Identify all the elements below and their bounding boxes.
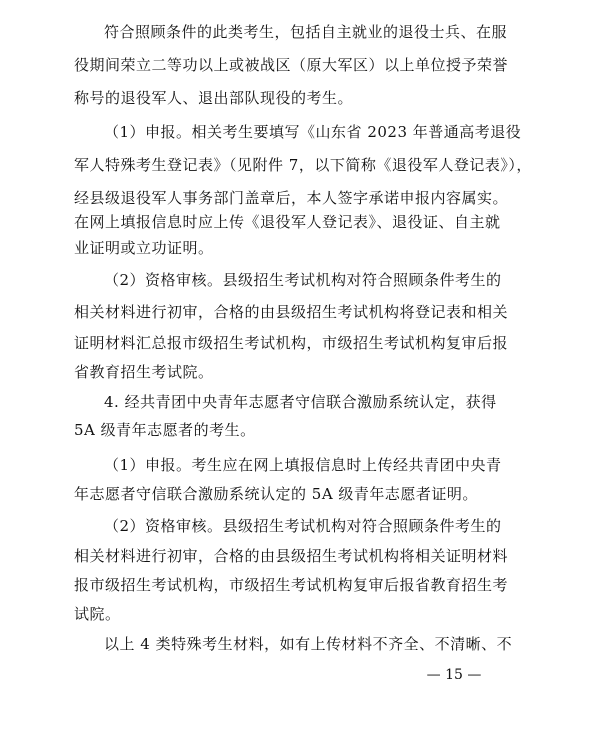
paragraph-line: 役期间荣立二等功以上或被战区（原大军区）以上单位授予荣誉 <box>74 56 509 74</box>
paragraph-line: 经县级退役军人事务部门盖章后，本人签字承诺申报内容属实。 <box>74 189 509 207</box>
paragraph-line: 报市级招生考试机构，市级招生考试机构复审后报省教育招生考 <box>74 576 509 594</box>
paragraph-line: 年志愿者守信联合激励系统认定的 5A 级青年志愿者证明。 <box>74 485 478 503</box>
paragraph-line: 相关材料进行初审，合格的由县级招生考试机构将相关证明材料 <box>74 547 509 565</box>
paragraph-line: 军人特殊考生登记表》（见附件 7，以下简称《退役军人登记表》）， <box>74 156 532 174</box>
paragraph-line: 省教育招生考试院。 <box>74 363 214 381</box>
paragraph-line: （1）申报。相关考生要填写《山东省 2023 年普通高考退役 <box>104 123 522 141</box>
paragraph-line: 试院。 <box>74 605 121 623</box>
page-number: — 15 — <box>426 667 482 683</box>
paragraph-line: （1）申报。考生应在网上填报信息时上传经共青团中央青 <box>104 456 502 474</box>
paragraph-line: （2）资格审核。县级招生考试机构对符合照顾条件考生的 <box>104 271 502 289</box>
paragraph-line: 以上 4 类特殊考生材料，如有上传材料不齐全、不清晰、不 <box>104 635 513 653</box>
paragraph-line: 5A 级青年志愿者的考生。 <box>74 421 256 439</box>
paragraph-line: 在网上填报信息时应上传《退役军人登记表》、退役证、自主就 <box>74 213 501 231</box>
paragraph-line: 符合照顾条件的此类考生，包括自主就业的退役士兵、在服 <box>104 23 508 41</box>
paragraph-line: （2）资格审核。县级招生考试机构对符合照顾条件考生的 <box>104 517 502 535</box>
heading-item-4: 4. 经共青团中央青年志愿者守信联合激励系统认定，获得 <box>104 393 497 411</box>
paragraph-line: 业证明或立功证明。 <box>74 239 214 257</box>
paragraph-line: 证明材料汇总报市级招生考试机构，市级招生考试机构复审后报 <box>74 334 509 352</box>
paragraph-line: 相关材料进行初审，合格的由县级招生考试机构将登记表和相关 <box>74 303 509 321</box>
paragraph-line: 称号的退役军人、退出部队现役的考生。 <box>74 89 354 107</box>
